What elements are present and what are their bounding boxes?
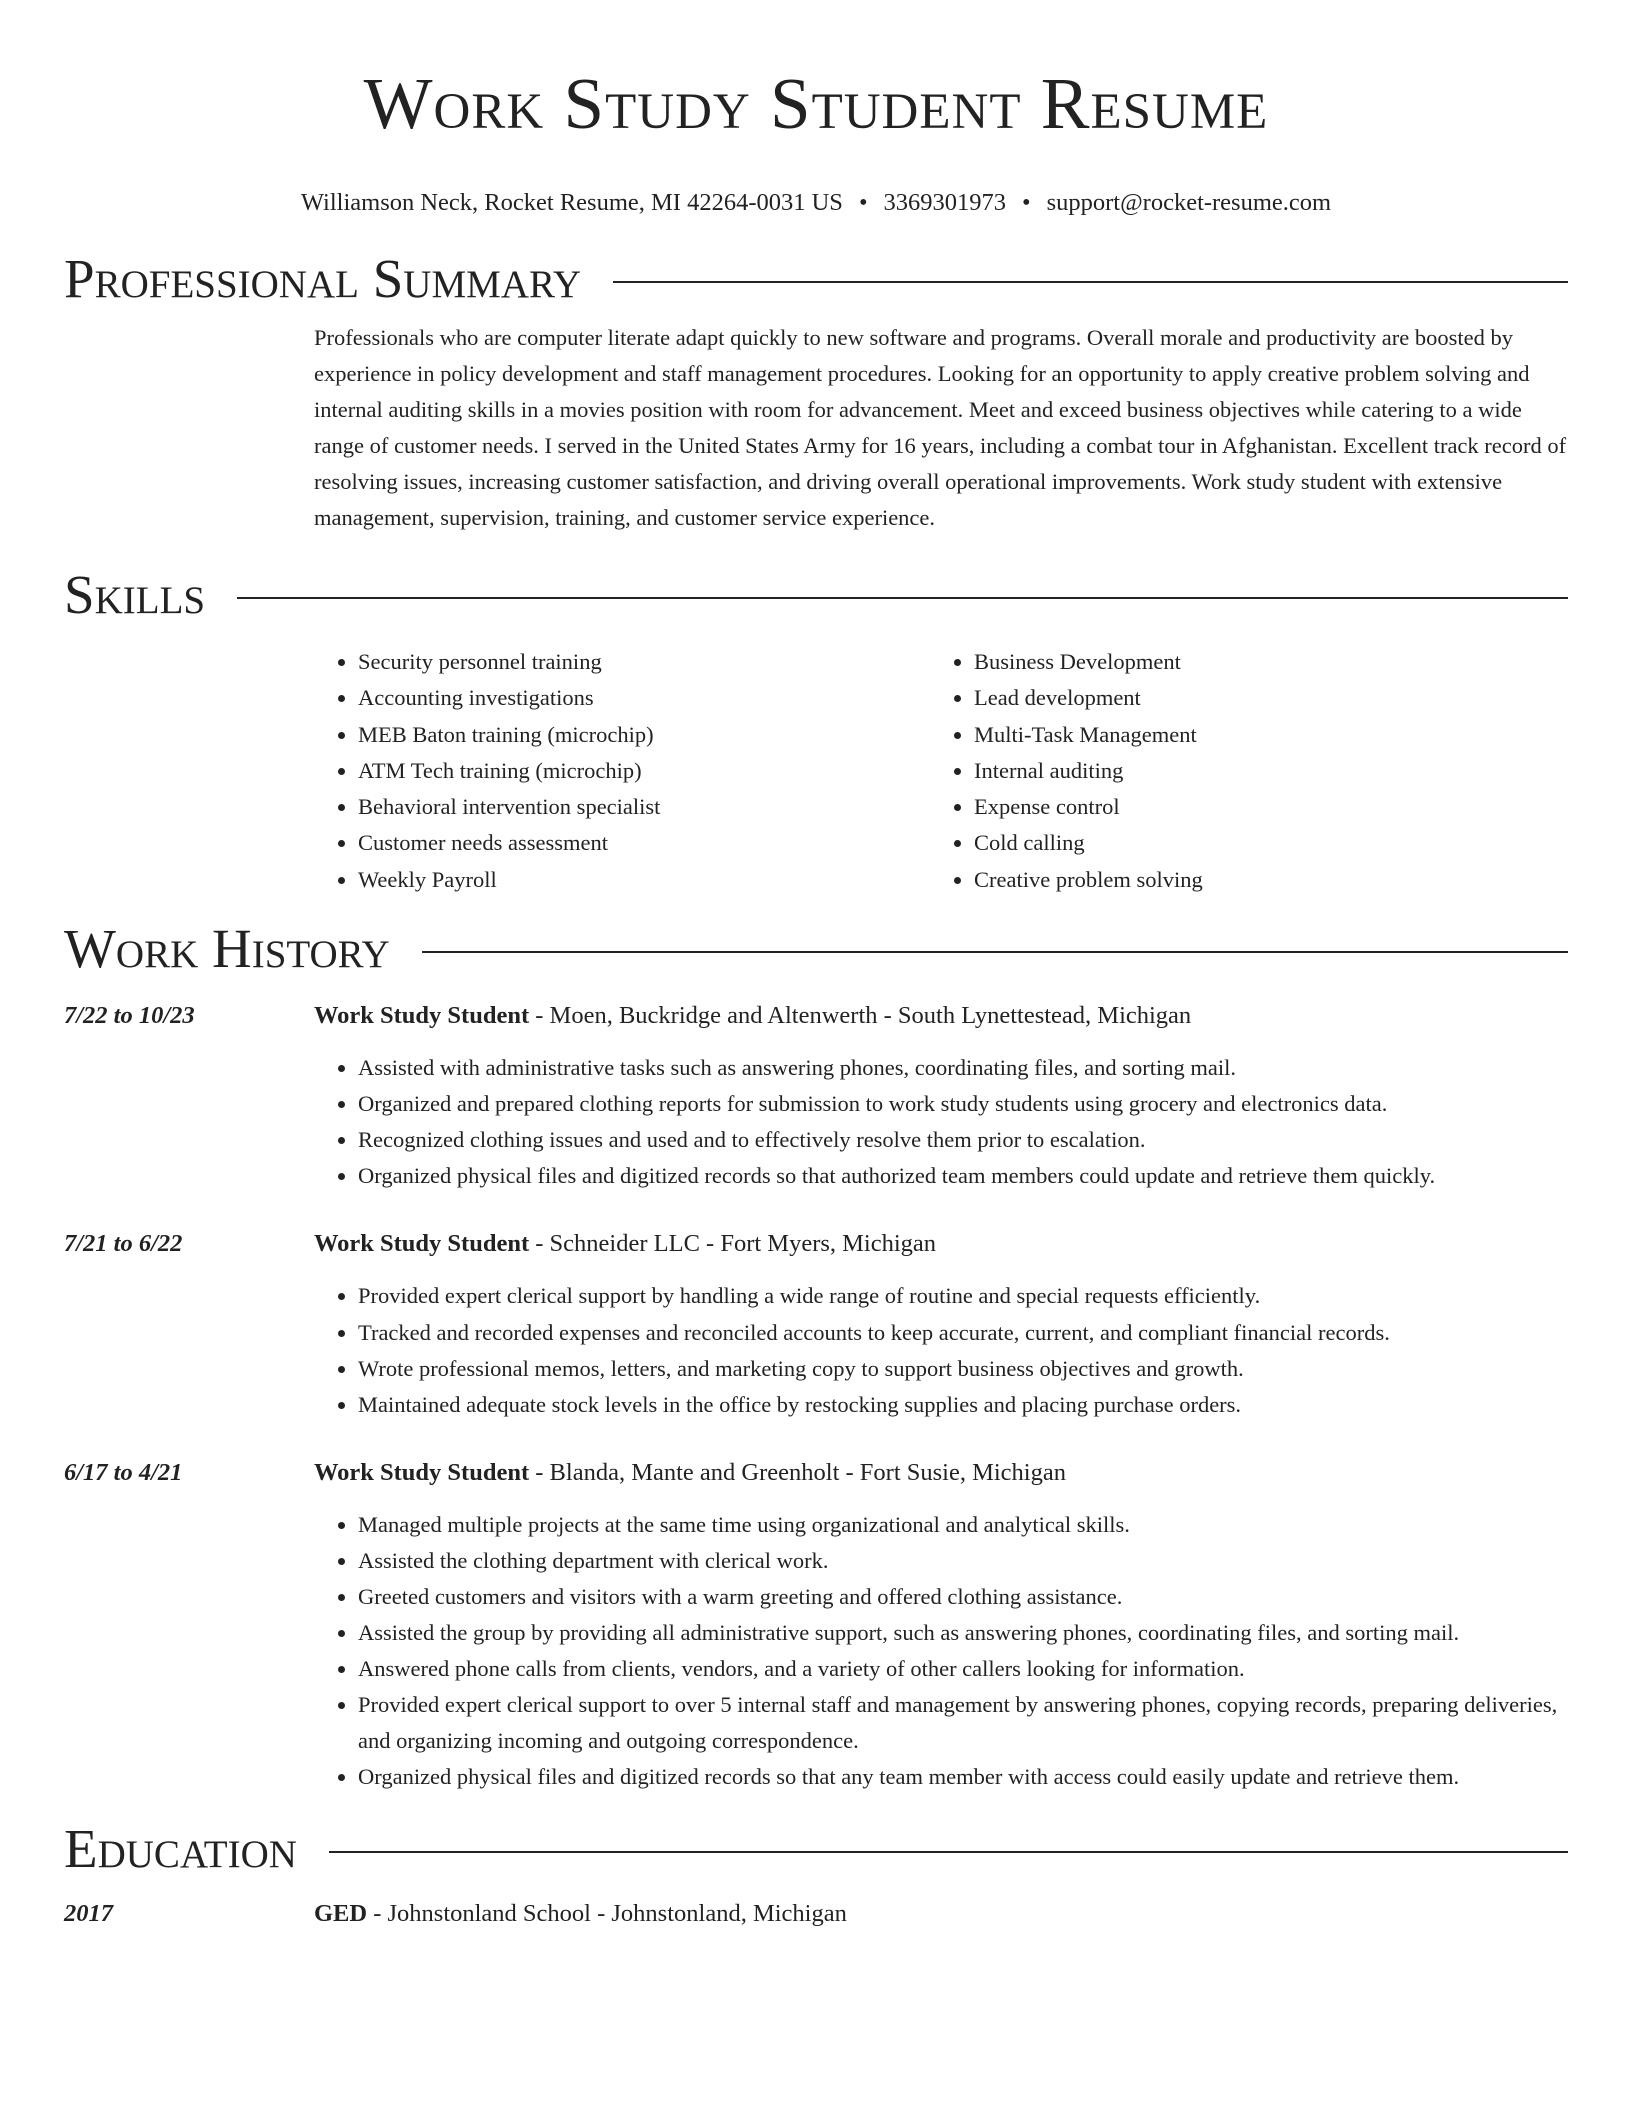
job-body: [314, 1455, 1568, 1796]
skills-column-left: [314, 644, 930, 898]
skills-section-header: [64, 562, 1568, 628]
job-body: [314, 998, 1568, 1194]
education-date: 2017: [64, 1899, 113, 1927]
duty-item: • Organized physical files and digitized records so that any team member with access could easily update and retrieve them.: [358, 1759, 1568, 1795]
job-date: 7/21 to 6/22: [64, 1230, 183, 1258]
skill-item: • Lead development: [974, 680, 1546, 716]
job-heading: [314, 1226, 1568, 1262]
skill-item: • MEB Baton training (microchip): [358, 717, 930, 753]
duty-item: • Greeted customers and visitors with a warm greeting and offered clothing assistance.: [358, 1579, 1568, 1615]
job-employer: - Blanda, Mante and Greenholt - Fort Susie, Michigan: [529, 1458, 1066, 1486]
duty-item: • Recognized clothing issues and used and to effectively resolve them prior to escalation.: [358, 1122, 1568, 1158]
work-section-header: [64, 916, 1568, 982]
skills-column-right: [930, 644, 1546, 898]
work-heading: Work History: [64, 918, 390, 980]
job-entry: [64, 998, 1568, 1194]
duty-item: • Maintained adequate stock levels in the office by restocking supplies and placing purchase orders.: [358, 1387, 1568, 1423]
skill-item: • Behavioral intervention specialist: [358, 789, 930, 825]
duty-item: • Tracked and recorded expenses and reconciled accounts to keep accurate, current, and compliant financial records.: [358, 1315, 1568, 1351]
duty-item: • Assisted the clothing department with clerical work.: [358, 1543, 1568, 1579]
skill-item: • Accounting investigations: [358, 680, 930, 716]
education-heading-line: [314, 1896, 847, 1932]
skill-item: • ATM Tech training (microchip): [358, 753, 930, 789]
duty-item: • Assisted the group by providing all administrative support, such as answering phones, coordinating files, and sorting mail.: [358, 1615, 1568, 1651]
job-title: Work Study Student: [314, 1002, 530, 1030]
education-entry: [64, 1896, 1568, 1932]
education-school: - Johnstonland School - Johnstonland, Michigan: [367, 1899, 847, 1927]
job-title: Work Study Student: [314, 1458, 530, 1486]
summary-text: Professionals who are computer literate adapt quickly to new software and programs. Overall morale and productivity are boosted by experience in policy development and staff management procedures. Looking for an opportunity to apply creative problem solving and internal auditing skills in a movies position with room for advancement. Meet and exceed business objectives while catering to a wide range of customer needs. I served in the United States Army for 16 years, including a combat tour in Afghanistan. Excellent track record of resolving issues, increasing customer satisfaction, and driving overall operational improvements. Work study student with extensive management, supervision, training, and customer service experience.: [314, 325, 1567, 530]
summary-heading: Professional Summary: [64, 248, 582, 309]
duty-item: • Wrote professional memos, letters, and marketing copy to support business objectives and growth.: [358, 1351, 1568, 1387]
skill-item: • Customer needs assessment: [358, 825, 930, 861]
job-duties: [314, 1278, 1568, 1422]
skill-item: • Business Development: [974, 644, 1546, 680]
job-heading: [314, 1455, 1568, 1491]
skill-item: • Multi-Task Management: [974, 717, 1546, 753]
contact-address: Williamson Neck, Rocket Resume, MI 42264-0031 US: [300, 189, 843, 216]
contact-email: support@rocket-resume.com: [1046, 189, 1332, 216]
job-duties: [314, 1507, 1568, 1796]
job-entry: [64, 1455, 1568, 1796]
skill-item: • Security personnel training: [358, 644, 930, 680]
contact-separator: •: [1022, 189, 1031, 216]
job-body: [314, 1226, 1568, 1422]
resume-title: Work Study Student Resume: [363, 63, 1269, 144]
skills-list: [314, 644, 1568, 898]
duty-item: • Organized and prepared clothing reports for submission to work study students using grocery and electronics data.: [358, 1086, 1568, 1122]
duty-item: • Provided expert clerical support by handling a wide range of routine and special requests efficiently.: [358, 1278, 1568, 1314]
skill-item: • Expense control: [974, 789, 1546, 825]
duty-item: • Answered phone calls from clients, vendors, and a variety of other callers looking for information.: [358, 1651, 1568, 1687]
job-duties: [314, 1050, 1568, 1194]
job-date: 6/17 to 4/21: [64, 1458, 183, 1486]
contact-line: [64, 188, 1568, 218]
skills-heading: Skills: [64, 564, 206, 625]
skill-item: • Weekly Payroll: [358, 862, 930, 898]
contact-phone: 3369301973: [883, 189, 1007, 216]
skill-item: • Internal auditing: [974, 753, 1546, 789]
job-title: Work Study Student: [314, 1230, 530, 1258]
duty-item: • Managed multiple projects at the same time using organizational and analytical skills.: [358, 1507, 1568, 1543]
job-employer: - Schneider LLC - Fort Myers, Michigan: [529, 1230, 937, 1258]
job-heading: [314, 998, 1568, 1034]
section-divider: [329, 1851, 1568, 1853]
education-heading: Education: [64, 1817, 297, 1879]
contact-separator: •: [858, 189, 868, 216]
section-divider: [237, 597, 1568, 599]
duty-item: • Assisted with administrative tasks such as answering phones, coordinating files, and sorting mail.: [358, 1050, 1568, 1086]
section-divider: [613, 281, 1568, 283]
education-degree: GED: [314, 1899, 368, 1927]
duty-item: • Organized physical files and digitized records so that authorized team members could update and retrieve them quickly.: [358, 1158, 1568, 1194]
job-entry: [64, 1226, 1568, 1422]
summary-section-header: [64, 246, 1568, 312]
job-date: 7/22 to 10/23: [64, 1002, 195, 1030]
education-section-header: [64, 1816, 1568, 1882]
job-employer: - Moen, Buckridge and Altenwerth - South Lynettestead, Michigan: [529, 1002, 1192, 1030]
duty-item: • Provided expert clerical support to over 5 internal staff and management by answering phones, copying records, preparing deliveries, and organizing incoming and outgoing correspondence.: [358, 1687, 1568, 1759]
skill-item: • Cold calling: [974, 825, 1546, 861]
section-divider: [422, 951, 1568, 953]
skill-item: • Creative problem solving: [974, 862, 1546, 898]
